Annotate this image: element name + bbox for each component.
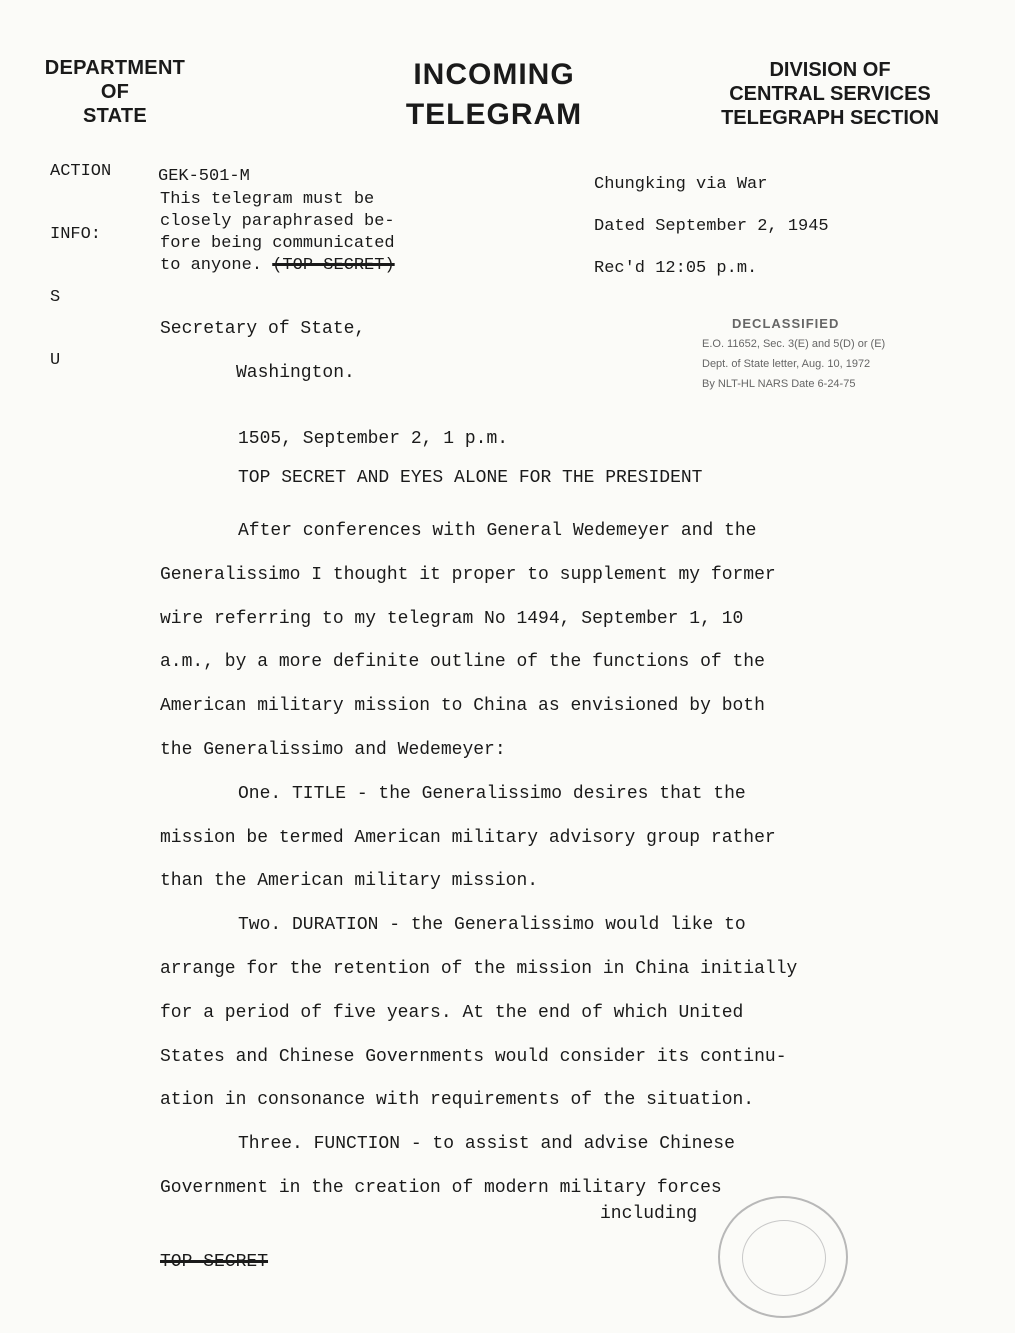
telegram-meta: [594, 164, 829, 290]
body-line: than the American military mission.: [160, 871, 539, 892]
notice-line: This telegram must be: [160, 190, 375, 209]
body-line: States and Chinese Governments would consider its continu-: [160, 1046, 787, 1067]
routing-action: ACTION: [50, 162, 112, 181]
declassified-title: DECLASSIFIED: [732, 316, 840, 331]
body-line: arrange for the retention of the mission in China initially: [160, 958, 798, 979]
body-line: a.m., by a more definite outline of the functions of the: [160, 652, 765, 673]
body-line: Two. DURATION - the Generalissimo would like to: [238, 915, 746, 936]
continuation-word: including: [600, 1204, 698, 1224]
title-line: TELEGRAM: [405, 98, 583, 131]
department-line: OF: [100, 81, 130, 103]
routing-u: U: [50, 351, 61, 370]
body-line: Three. FUNCTION - to assist and advise Chinese: [238, 1134, 735, 1155]
body-line: One. TITLE - the Generalissimo desires that the: [238, 783, 746, 804]
telegram-title: [360, 55, 628, 135]
origin: Chungking via War: [594, 175, 768, 194]
body-line: Generalissimo I thought it proper to supplement my former: [160, 564, 776, 585]
archive-seal-inner-ring: [742, 1220, 826, 1296]
message-number: 1505, September 2, 1 p.m.: [238, 429, 509, 449]
declassified-line: By NLT-HL NARS Date 6-24-75: [702, 378, 856, 390]
message-body: [160, 510, 920, 1211]
division-line: TELEGRAPH SECTION: [721, 107, 939, 129]
body-line: After conferences with General Wedemeyer and the: [238, 521, 757, 541]
body-line: American military mission to China as envisioned by both: [160, 696, 765, 717]
notice-line: [160, 255, 395, 277]
department-heading: [26, 56, 204, 128]
division-heading: [690, 58, 970, 130]
telegram-code: GEK-501-M: [158, 167, 250, 186]
paraphrase-notice: [160, 189, 395, 277]
addressee-city: Washington.: [236, 363, 355, 383]
body-line: Government in the creation of modern military forces: [160, 1177, 722, 1198]
routing-info: INFO:: [50, 225, 102, 244]
addressee: Secretary of State,: [160, 319, 366, 339]
notice-line: closely paraphrased be-: [160, 212, 395, 231]
title-line: INCOMING: [413, 58, 575, 91]
routing-s: S: [50, 288, 61, 307]
footer-classification: TOP SECRET: [160, 1252, 269, 1272]
body-line: mission be termed American military advisory group rather: [160, 827, 776, 848]
declassified-line: Dept. of State letter, Aug. 10, 1972: [702, 358, 871, 370]
routing-block: [50, 119, 111, 392]
body-line: the Generalissimo and Wedemeyer:: [160, 739, 506, 760]
notice-last: to anyone.: [160, 256, 263, 275]
division-line: DIVISION OF: [769, 59, 891, 81]
department-line: DEPARTMENT: [44, 57, 186, 79]
declassified-stamp: [702, 314, 885, 394]
notice-line: fore being communicated: [160, 234, 395, 253]
dated: Dated September 2, 1945: [594, 217, 829, 236]
department-line: STATE: [82, 105, 148, 127]
body-line: ation in consonance with requirements of the situation.: [160, 1090, 755, 1111]
body-line: wire referring to my telegram No 1494, September 1, 10: [160, 608, 744, 629]
declassified-line: E.O. 11652, Sec. 3(E) and 5(D) or (E): [702, 338, 886, 350]
body-line: for a period of five years. At the end of which United: [160, 1002, 744, 1023]
archive-seal-icon: [718, 1196, 848, 1318]
notice-classification: (TOP SECRET): [272, 256, 395, 275]
division-line: CENTRAL SERVICES: [729, 83, 931, 105]
message-classification: TOP SECRET AND EYES ALONE FOR THE PRESIDENT: [238, 468, 703, 488]
received: Rec'd 12:05 p.m.: [594, 259, 758, 278]
